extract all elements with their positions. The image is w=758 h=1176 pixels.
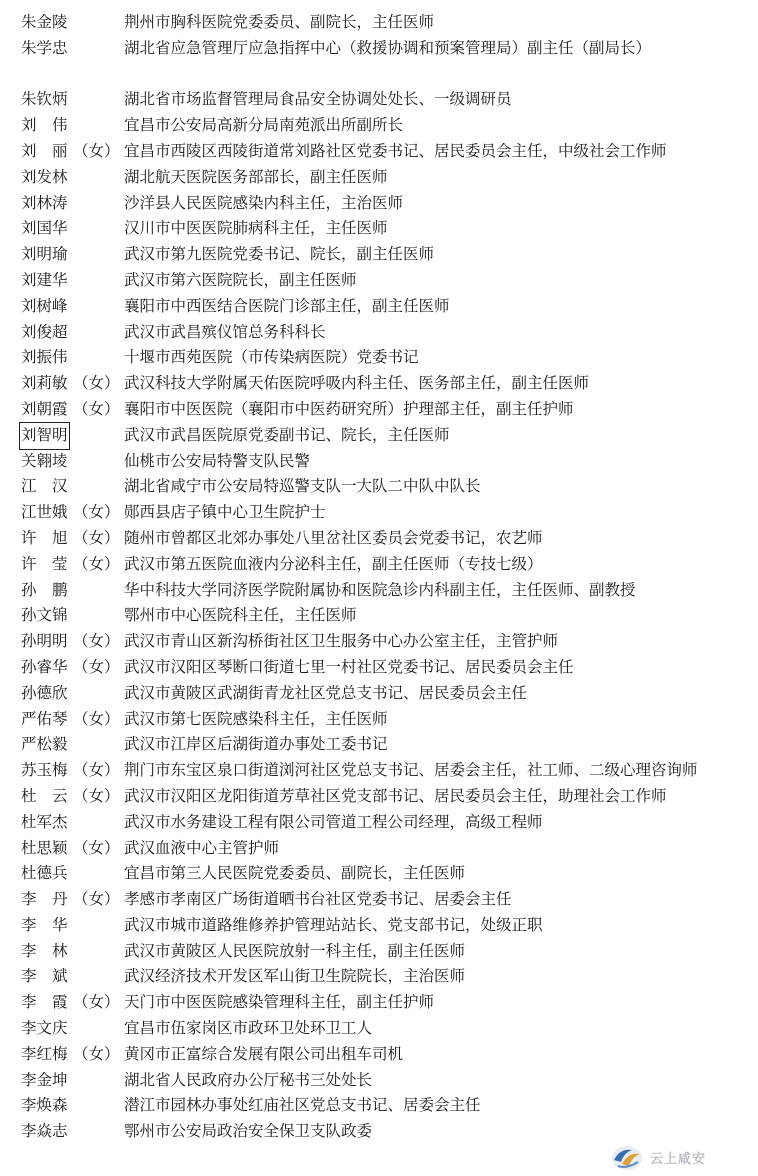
- person-name: 孙明明: [21, 632, 68, 651]
- person-position: 武汉市水务建设工程有限公司管道工程公司经理，高级工程师: [124, 812, 543, 831]
- person-name: 刘俊超: [21, 322, 68, 341]
- person-position: 鄂州市公安局政治安全保卫支队政委: [124, 1122, 373, 1141]
- person-position: 武汉市第七医院感染科主任，主任医师: [124, 709, 388, 728]
- person-name: 江世娥: [21, 503, 68, 522]
- person-position: 武汉市第六医院院长，副主任医师: [124, 270, 357, 289]
- person-position: 湖北省市场监督管理局食品安全协调处处长、一级调研员: [124, 90, 512, 109]
- list-item: [0, 62, 758, 88]
- person-name: 杜德兵: [21, 864, 68, 883]
- list-item: [0, 500, 758, 526]
- list-item: [0, 939, 758, 965]
- gender-note: （女）: [73, 528, 120, 547]
- person-position: 十堰市西苑医院（市传染病医院）党委书记: [124, 348, 419, 367]
- list-item: [0, 268, 758, 294]
- list-item: [0, 681, 758, 707]
- person-name: 许 莹: [21, 554, 68, 573]
- person-position: 武汉市汉阳区龙阳街道芳草社区党支部书记、居民委员会主任，助理社会工作师: [124, 786, 667, 805]
- list-item: [0, 578, 758, 604]
- person-position: 华中科技大学同济医学院附属协和医院急诊内科副主任，主任医师、副教授: [124, 580, 636, 599]
- list-item: [0, 449, 758, 475]
- person-position: 荆门市东宝区泉口街道浏河社区党总支书记、居委会主任，社工师、二级心理咨询师: [124, 761, 698, 780]
- list-item: [0, 861, 758, 887]
- person-name: 李 霞: [21, 993, 68, 1012]
- list-item: [0, 371, 758, 397]
- person-position: 鄂州市中心医院科主任，主任医师: [124, 606, 357, 625]
- person-position: 襄阳市中西医结合医院门诊部主任，副主任医师: [124, 296, 450, 315]
- person-position: 宜昌市伍家岗区市政环卫处环卫工人: [124, 1019, 373, 1038]
- person-position: 湖北航天医院医务部部长，副主任医师: [124, 167, 388, 186]
- watermark-text: 云上咸安: [649, 1151, 706, 1167]
- person-name: 刘振伟: [21, 348, 68, 367]
- list-item: [0, 707, 758, 733]
- person-position: 武汉市武昌殡仪馆总务科科长: [124, 322, 326, 341]
- person-name: 刘莉敏: [21, 374, 68, 393]
- gender-note: （女）: [73, 374, 120, 393]
- person-name: 刘 丽: [21, 141, 68, 160]
- gender-note: （女）: [73, 761, 120, 780]
- person-name: 杜军杰: [21, 812, 68, 831]
- gender-note: （女）: [73, 786, 120, 805]
- person-position: 武汉市汉阳区琴断口街道七里一村社区党委书记、居民委员会主任: [124, 657, 574, 676]
- person-position: 荆州市胸科医院党委委员、副院长，主任医师: [124, 13, 435, 31]
- person-name: 杜思颖: [21, 838, 68, 857]
- person-position: 武汉市第九医院党委书记、院长，副主任医师: [124, 245, 435, 264]
- list-item: [0, 629, 758, 655]
- person-position: 黄冈市正富综合发展有限公司出租车司机: [124, 1044, 404, 1063]
- person-name: 李红梅: [21, 1044, 68, 1063]
- list-item: [0, 474, 758, 500]
- person-position: 武汉市城市道路维修养护管理站站长、党支部书记，处级正职: [124, 915, 543, 934]
- person-position: 孝感市孝南区广场街道晒书台社区党委书记、居委会主任: [124, 890, 512, 909]
- person-position: 武汉市第五医院血液内分泌科主任，副主任医师（专技七级）: [124, 554, 543, 573]
- person-name: 李 林: [21, 941, 68, 960]
- list-item: [0, 36, 758, 62]
- list-item: [0, 758, 758, 784]
- list-item: [0, 655, 758, 681]
- yunshang-logo-icon: [610, 1142, 644, 1172]
- list-item: [0, 552, 758, 578]
- list-item: [0, 423, 758, 449]
- person-position: 湖北省咸宁市公安局特巡警支队一大队二中队中队长: [124, 477, 481, 496]
- gender-note: （女）: [73, 838, 120, 857]
- person-position: 天门市中医医院感染管理科主任，副主任护师: [124, 993, 435, 1012]
- list-item: [0, 913, 758, 939]
- person-name: 严佑琴: [21, 709, 68, 728]
- person-name: 刘发林: [21, 167, 68, 186]
- list-item: [0, 294, 758, 320]
- list-item: [0, 603, 758, 629]
- gender-note: （女）: [73, 554, 120, 573]
- list-item: [0, 216, 758, 242]
- person-position: 宜昌市公安局高新分局南苑派出所副所长: [124, 116, 404, 135]
- list-item: [0, 345, 758, 371]
- person-name: 李焕森: [21, 1096, 68, 1115]
- gender-note: （女）: [73, 709, 120, 728]
- list-item: [0, 242, 758, 268]
- person-name: 刘林涛: [21, 193, 68, 212]
- person-name: 李 斌: [21, 967, 68, 986]
- person-name: 刘朝霞: [21, 399, 68, 418]
- list-item: [0, 87, 758, 113]
- person-name: 李焱志: [21, 1122, 68, 1141]
- person-name: 李金坤: [21, 1070, 68, 1089]
- person-position: 仙桃市公安局特警支队民警: [124, 451, 311, 470]
- person-name: 朱金陵: [21, 13, 68, 31]
- list-item: [0, 810, 758, 836]
- list-item: [0, 990, 758, 1016]
- list-item: [0, 397, 758, 423]
- watermark: [610, 1142, 706, 1172]
- person-name: 关翱堎: [21, 451, 68, 470]
- person-position: 武汉市武昌医院原党委副书记、院长，主任医师: [124, 425, 450, 444]
- person-name: 严松毅: [21, 735, 68, 754]
- gender-note: （女）: [73, 141, 120, 160]
- gender-note: （女）: [73, 503, 120, 522]
- person-name: 刘 伟: [21, 116, 68, 135]
- person-name: 刘国华: [21, 219, 68, 238]
- person-name: 孙睿华: [21, 657, 68, 676]
- list-item: [0, 732, 758, 758]
- list-item: [0, 191, 758, 217]
- person-position: 郧西县店子镇中心卫生院护士: [124, 503, 326, 522]
- person-name: 刘明瑜: [21, 245, 68, 264]
- list-item: [0, 1042, 758, 1068]
- person-name: 李 华: [21, 915, 68, 934]
- list-item: [0, 165, 758, 191]
- person-name: 刘智明: [20, 423, 69, 449]
- list-item: [0, 964, 758, 990]
- person-name: 李文庆: [21, 1019, 68, 1038]
- person-position: 襄阳市中医医院（襄阳市中医药研究所）护理部主任，副主任护师: [124, 399, 574, 418]
- person-name: 孙文锦: [21, 606, 68, 625]
- person-position: 湖北省人民政府办公厅秘书三处处长: [124, 1070, 373, 1089]
- person-position: 武汉血液中心主管护师: [124, 838, 280, 857]
- list-item: [0, 320, 758, 346]
- gender-note: （女）: [73, 993, 120, 1012]
- person-name: 朱学忠: [21, 38, 68, 57]
- person-position: 沙洋县人民医院感染内科主任，主治医师: [124, 193, 404, 212]
- person-position: 潜江市园林办事处红庙社区党总支书记、居委会主任: [124, 1096, 481, 1115]
- person-name: 许 旭: [21, 528, 68, 547]
- person-position: 武汉市黄陂区武湖街青龙社区党总支书记、居民委员会主任: [124, 683, 528, 702]
- person-name: 杜 云: [21, 786, 68, 805]
- gender-note: （女）: [73, 632, 120, 651]
- person-name: 孙德欣: [21, 683, 68, 702]
- list-item: [0, 1068, 758, 1094]
- person-name: 江 汉: [21, 477, 68, 496]
- person-position: 随州市曾都区北郊办事处八里岔社区委员会党委书记，农艺师: [124, 528, 543, 547]
- list-item: [0, 10, 758, 36]
- gender-note: （女）: [73, 1044, 120, 1063]
- person-name: 苏玉梅: [21, 761, 68, 780]
- list-item: [0, 113, 758, 139]
- person-position: 汉川市中医医院肺病科主任，主任医师: [124, 219, 388, 238]
- gender-note: （女）: [73, 890, 120, 909]
- person-name: 李 丹: [21, 890, 68, 909]
- gender-note: （女）: [73, 399, 120, 418]
- person-name: 刘树峰: [21, 296, 68, 315]
- person-position: 武汉市青山区新沟桥街社区卫生服务中心办公室主任，主管护师: [124, 632, 559, 651]
- list-item: [0, 526, 758, 552]
- person-position: 武汉市黄陂区人民医院放射一科主任，副主任医师: [124, 941, 466, 960]
- person-position: 湖北省应急管理厅应急指挥中心（救援协调和预案管理局）副主任（副局长）: [124, 38, 652, 57]
- person-name: 刘建华: [21, 270, 68, 289]
- person-name: 孙 鹏: [21, 580, 68, 599]
- list-item: [0, 836, 758, 862]
- person-position: 武汉市江岸区后湖街道办事处工委书记: [124, 735, 388, 754]
- list-item: [0, 139, 758, 165]
- person-position: 武汉科技大学附属天佑医院呼吸内科主任、医务部主任，副主任医师: [124, 374, 590, 393]
- list-item: [0, 784, 758, 810]
- person-position: 宜昌市西陵区西陵街道常刘路社区党委书记、居民委员会主任，中级社会工作师: [124, 141, 667, 160]
- name-list: [0, 10, 758, 1145]
- person-position: 宜昌市第三人民医院党委委员、副院长，主任医师: [124, 864, 466, 883]
- list-item: [0, 1093, 758, 1119]
- person-name: 朱钦炳: [21, 90, 68, 109]
- list-item: [0, 887, 758, 913]
- list-item: [0, 1016, 758, 1042]
- gender-note: （女）: [73, 657, 120, 676]
- person-position: 武汉经济技术开发区军山街卫生院院长，主治医师: [124, 967, 466, 986]
